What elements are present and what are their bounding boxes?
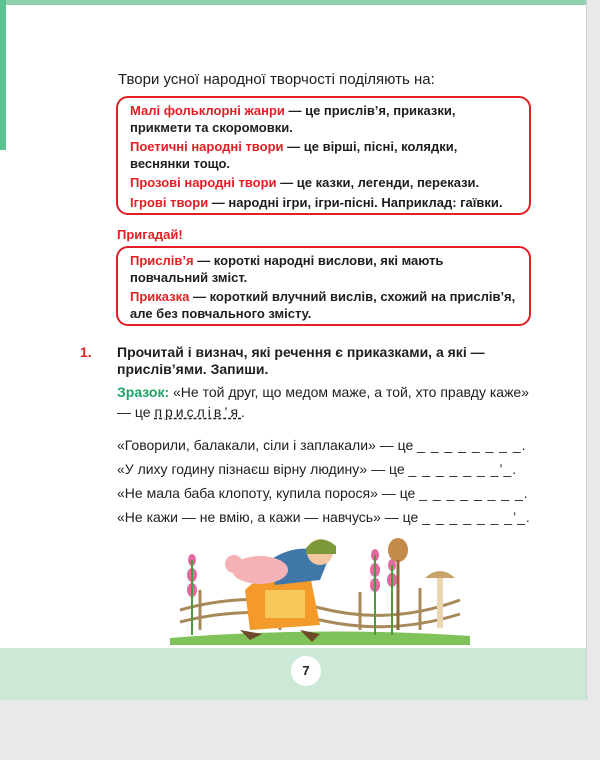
definition-text: — короткий влучний вислів, схожий на прислів’я, але без повчального змісту. bbox=[130, 289, 516, 321]
saying-line bbox=[117, 437, 527, 453]
genre-term: Поетичні народні твори bbox=[130, 139, 284, 154]
answer-blank[interactable]: _ _ _ _ _ _ _’_. bbox=[408, 461, 518, 477]
definitions-box bbox=[116, 246, 531, 326]
sample-end: . bbox=[241, 404, 245, 420]
genre-item bbox=[130, 103, 519, 136]
saying-line bbox=[117, 509, 531, 525]
genre-term: Ігрові твори bbox=[130, 194, 209, 210]
genre-text: — це казки, легенди, перекази. bbox=[276, 175, 480, 190]
definition-item bbox=[130, 289, 519, 322]
answer-blank[interactable]: _ _ _ _ _ _ _ _. bbox=[417, 437, 527, 453]
genre-item bbox=[130, 195, 519, 212]
saying-text: «У лиху годину пізнаєш вірну людину» — це bbox=[117, 461, 409, 477]
saying-text: «Не мала баба клопоту, купила порося» — це bbox=[117, 485, 420, 501]
left-accent-strip bbox=[0, 0, 6, 150]
genre-item bbox=[130, 139, 519, 172]
sample-label: Зразок: bbox=[117, 384, 170, 400]
grandma-with-piglet-illustration bbox=[170, 530, 470, 645]
intro-text: Твори усної народної творчості поділяють на: bbox=[118, 71, 435, 88]
saying-line bbox=[117, 461, 517, 477]
saying-text: «Говорили, балакали, сіли і заплакали» — це bbox=[117, 437, 418, 453]
top-accent-bar bbox=[0, 0, 586, 5]
genre-term: Малі фольклорні жанри bbox=[130, 103, 285, 118]
genre-term: Прозові народні твори bbox=[130, 175, 277, 190]
page-number: 7 bbox=[291, 656, 321, 686]
genre-text: — народні ігри, ігри-пісні. Наприклад: гаївки. bbox=[208, 194, 503, 210]
genre-text: — це прислів’я, приказки, прикмети та скоромовки. bbox=[130, 103, 456, 135]
remember-label: Пригадай! bbox=[117, 227, 183, 242]
sample-text: «Не той друг, що медом маже, а той, хто правду каже» — це bbox=[117, 384, 530, 420]
saying-line bbox=[117, 485, 529, 501]
task-instruction: Прочитай і визнач, які речення є приказками, а які — прислів’ями. Запиши. bbox=[117, 344, 485, 377]
answer-blank[interactable]: _ _ _ _ _ _ _ _. bbox=[419, 485, 529, 501]
definition-item bbox=[130, 253, 519, 286]
genre-text: — це вірші, пісні, колядки, веснянки тощо. bbox=[130, 139, 458, 171]
definition-term: Приказка bbox=[130, 289, 190, 304]
sample-example bbox=[117, 382, 537, 422]
definition-text: — короткі народні вислови, які мають повчальний зміст. bbox=[130, 253, 444, 285]
genre-item bbox=[130, 175, 519, 192]
task-number: 1. bbox=[80, 344, 92, 360]
saying-text: «Не кажи — не вмію, а кажи — навчусь» — це bbox=[117, 509, 423, 525]
genres-box bbox=[116, 96, 531, 215]
sample-answer: прислів’я bbox=[154, 404, 242, 420]
answer-blank[interactable]: _ _ _ _ _ _ _’_. bbox=[422, 509, 531, 525]
definition-term: Прислів’я bbox=[130, 253, 194, 268]
